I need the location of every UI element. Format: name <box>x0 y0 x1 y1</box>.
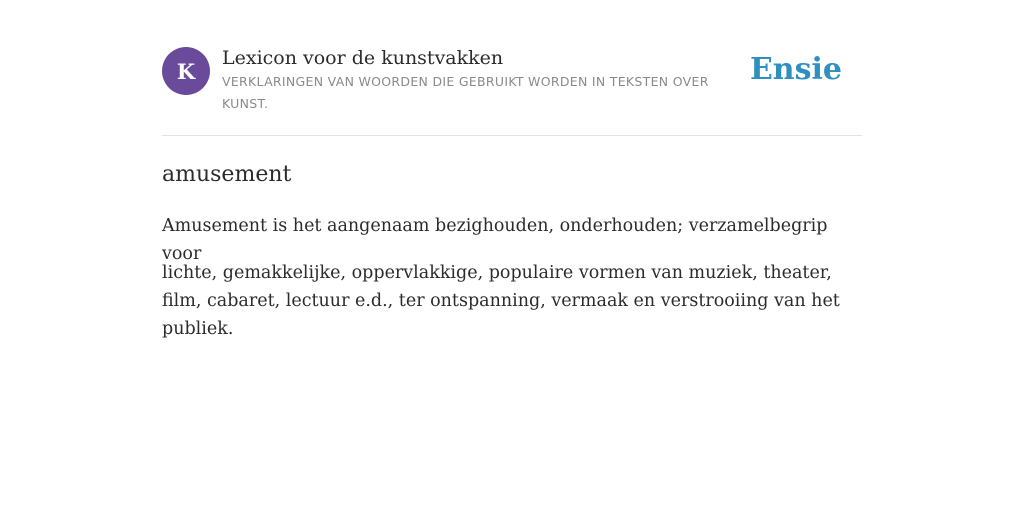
header-titles <box>222 46 752 115</box>
site-title[interactable]: Lexicon voor de kunstvakken <box>222 47 504 69</box>
entry-paragraph: lichte, gemakkelijke, oppervlakkige, populaire vormen van muziek, theater, film, cabaret, lectuur e.d., ter ontspanning, vermaak en verstrooiing van het publiek. <box>162 263 840 339</box>
page-container <box>162 0 862 339</box>
header <box>162 0 862 136</box>
lexicon-avatar[interactable] <box>162 47 210 95</box>
entry-paragraph: Amusement is het aangenaam bezighouden, onderhouden; verzamelbegrip voor <box>162 216 828 264</box>
avatar-letter: K <box>176 58 196 84</box>
site-subtitle: VERKLARINGEN VAN WOORDEN DIE GEBRUIKT WORDEN IN TEKSTEN OVER KUNST. <box>222 74 709 111</box>
ensie-logo-link[interactable]: Ensie <box>749 52 842 87</box>
entry-term: amusement <box>162 162 292 187</box>
